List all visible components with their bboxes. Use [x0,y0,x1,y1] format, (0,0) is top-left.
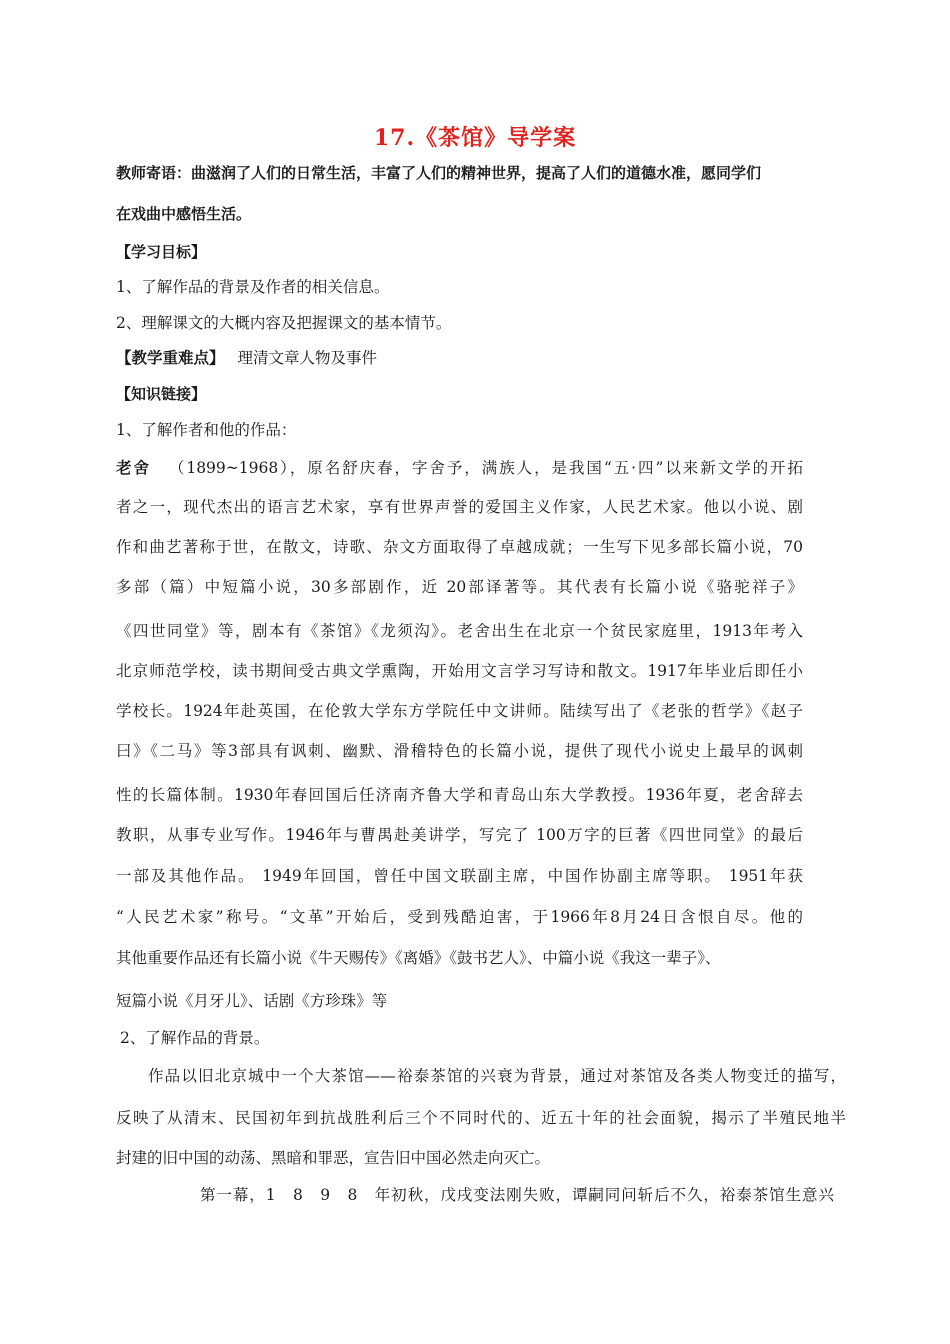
author-line-3: 作和曲艺著称于世，在散文，诗歌、杂文方面取得了卓越成就；一生写下见多部长篇小说，70 [116,538,803,556]
author-line-6: 北京师范学校，读书期间受古典文学熏陶，开始用文言学习写诗和散文。1917年毕业后即任小 [116,662,803,680]
knowledge-heading: 【知识链接】 [116,385,207,403]
key-points-text: 理清文章人物及事件 [237,349,377,367]
key-points-heading: 【教学重难点】 [116,349,225,367]
author-line-10: 教职，从事专业写作。1946年与曹禺赴美讲学，写完了 100万字的巨著《四世同堂》的最后 [116,826,803,844]
background-line-1: 作品以旧北京城中一个大茶馆——裕泰茶馆的兴衰为背景，通过对茶馆及各类人物变迁的描写， [148,1067,846,1085]
author-line-9: 性的长篇体制。1930年春回国后任济南齐鲁大学和青岛山东大学教授。1936年夏，老舍辞去 [116,786,803,804]
author-line-14: 短篇小说《月牙儿》、话剧《方珍珠》等 [116,992,388,1010]
act1-line: 第一幕，1 8 9 8 年初秋，戊戌变法刚失败，谭嗣同问斩后不久，裕泰茶馆生意兴 [200,1186,834,1204]
objectives-heading: 【学习目标】 [116,243,207,261]
knowledge-item-2: 2、了解作品的背景。 [120,1029,270,1047]
author-name: 老舍 [116,459,151,477]
teacher-message-line-2: 在戏曲中感悟生活。 [116,205,252,223]
page-title: 17.《茶馆》导学案 [373,125,577,151]
author-line-8: 曰》《二马》等3部具有讽刺、幽默、滑稽特色的长篇小说，提供了现代小说史上最早的讽刺 [116,742,803,760]
author-line-1: 老舍 （1899~1968），原名舒庆春，字舍予，满族人，是我国“五·四”以来新文学的开拓 [116,459,803,477]
objective-item-1: 1、了解作品的背景及作者的相关信息。 [116,278,390,296]
background-line-2: 反映了从清末、民国初年到抗战胜利后三个不同时代的、近五十年的社会面貌，揭示了半殖民地半 [116,1109,846,1127]
author-line-5: 《四世同堂》等，剧本有《茶馆》《龙须沟》。老舍出生在北京一个贫民家庭里，1913年考入 [116,622,803,640]
author-line-2: 者之一，现代杰出的语言艺术家，享有世界声誉的爱国主义作家，人民艺术家。他以小说、剧 [116,498,803,516]
objective-item-2: 2、理解课文的大概内容及把握课文的基本情节。 [116,314,452,332]
author-line-7: 学校长。1924年赴英国，在伦敦大学东方学院任中文讲师。陆续写出了《老张的哲学》《赵子 [116,702,803,720]
background-line-3: 封建的旧中国的动荡、黑暗和罪恶，宣告旧中国必然走向灭亡。 [116,1149,551,1167]
author-line-13: 其他重要作品还有长篇小说《牛天赐传》《离婚》《鼓书艺人》、中篇小说《我这一辈子》、 [116,949,721,967]
author-line-11: 一部及其他作品。 1949年回国，曾任中国文联副主席，中国作协副主席等职。 1951年获 [116,867,803,885]
author-line-4: 多部（篇）中短篇小说，30多部剧作，近 20部译著等。其代表有长篇小说《骆驼祥子》 [116,578,803,596]
author-line-12: “人民艺术家”称号。“文革”开始后，受到残酷迫害，于1966年8月24日含恨自尽。他的 [116,908,803,926]
teacher-message-line-1: 教师寄语：曲滋润了人们的日常生活，丰富了人们的精神世界，提高了人们的道德水准，愿同学们 [116,164,762,182]
key-points-row [116,348,377,368]
knowledge-item-1: 1、了解作者和他的作品： [116,421,297,439]
